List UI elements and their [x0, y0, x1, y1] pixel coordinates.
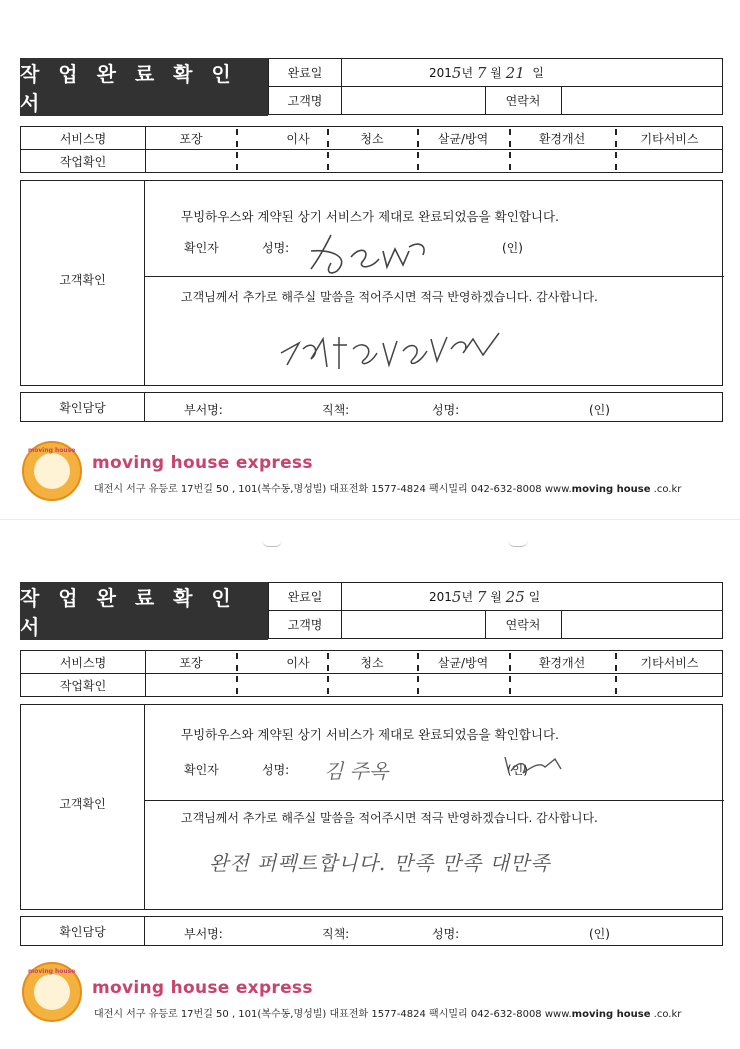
position-label: 직책:	[322, 927, 350, 941]
manager-label: 확인담당	[59, 924, 106, 939]
logo-text: moving house	[28, 447, 76, 454]
logo-text: moving house	[28, 968, 76, 975]
service-other: 기타서비스	[640, 131, 699, 146]
service-environment: 환경개선	[538, 131, 586, 146]
service-cleaning: 청소	[360, 131, 384, 146]
completion-label: 완료일	[287, 590, 323, 604]
month-hand: 7	[476, 63, 487, 82]
completion-date	[429, 583, 629, 610]
service-moving: 이사	[286, 131, 310, 146]
completion-label: 완료일	[287, 66, 323, 80]
handwritten-comment: 완전 퍼펙트합니다. 만족 만족 대만족	[209, 851, 551, 875]
footer-address: 대전시 서구 유등로 17번길 50 , 101(복수동,명성빌) 대표전화 1577-4824 팩시밀리 042-632-8008 www.moving house .co.kr	[94, 1009, 682, 1020]
manager-row	[20, 916, 723, 946]
form-title: 작 업 완 료 확 인 서	[20, 58, 268, 116]
service-packing: 포장	[179, 131, 203, 146]
signer-name: 김 주옥	[324, 759, 389, 783]
service-other: 기타서비스	[640, 655, 699, 670]
services-table	[20, 126, 723, 174]
year-unit: 년	[461, 590, 474, 604]
header-table	[268, 582, 723, 640]
signature-scribble	[499, 751, 569, 781]
form-title: 작 업 완 료 확 인 서	[20, 582, 268, 640]
customer-label: 고객명	[287, 618, 323, 632]
work-confirm-label: 작업확인	[59, 154, 107, 169]
year-hand: 5	[451, 587, 462, 606]
year-unit: 년	[461, 66, 474, 80]
seal-label: (인)	[502, 241, 523, 255]
name-label: 성명:	[262, 763, 290, 777]
brand-name: moving house express	[92, 978, 313, 998]
services-header-row	[20, 650, 723, 674]
customer-row	[268, 86, 723, 115]
month-hand: 7	[476, 587, 487, 606]
service-name-label: 서비스명	[59, 131, 107, 146]
completion-row	[268, 58, 723, 87]
dept-label: 부서명:	[184, 403, 223, 417]
contact-label: 연락처	[505, 618, 541, 632]
mgr-name-label: 성명:	[432, 927, 460, 941]
confirm-statement: 무빙하우스와 계약된 상기 서비스가 제대로 완료되었음을 확인합니다.	[181, 209, 559, 224]
confirm-statement: 무빙하우스와 계약된 상기 서비스가 제대로 완료되었음을 확인합니다.	[181, 727, 559, 742]
customer-confirm-label: 고객확인	[59, 797, 106, 811]
customer-row	[268, 610, 723, 639]
service-sterilization: 살균/방역	[437, 655, 489, 670]
comment-prompt: 고객님께서 추가로 해주실 말씀을 적어주시면 적극 반영하겠습니다. 감사합니다.	[181, 811, 598, 825]
service-sterilization: 살균/방역	[437, 131, 489, 146]
mgr-seal-label: (인)	[589, 927, 610, 941]
work-confirm-row	[20, 673, 723, 697]
customer-label: 고객명	[287, 94, 323, 108]
work-confirm-label: 작업확인	[59, 678, 107, 693]
handwritten-comment-scribble	[277, 309, 507, 379]
form-sheet-2	[0, 524, 740, 1044]
comment-prompt: 고객님께서 추가로 해주실 말씀을 적어주시면 적극 반영하겠습니다. 감사합니다.	[181, 290, 598, 304]
day-unit: 일	[532, 66, 544, 80]
customer-confirm-box	[20, 704, 723, 910]
footer-address: 대전시 서구 유등로 17번길 50 , 101(복수동,명성빌) 대표전화 1577-4824 팩시밀리 042-632-8008 www.moving house .co.kr	[94, 484, 682, 495]
moving-house-logo	[22, 962, 82, 1022]
moving-house-logo	[22, 441, 82, 501]
contact-label: 연락처	[505, 94, 541, 108]
service-name-label: 서비스명	[59, 655, 107, 670]
confirmer-label: 확인자	[184, 763, 219, 777]
month-unit: 월	[490, 590, 502, 604]
service-moving: 이사	[286, 655, 310, 670]
day-hand: 25	[505, 587, 525, 606]
seal-label: (인)	[507, 763, 528, 777]
work-confirm-row	[20, 149, 723, 173]
year-hand: 5	[451, 63, 462, 82]
day-hand: 21	[505, 63, 525, 82]
header-table	[268, 58, 723, 116]
signature-scribble	[291, 221, 441, 281]
customer-confirm-label: 고객확인	[59, 273, 106, 287]
form-sheet-1	[0, 0, 740, 520]
services-table	[20, 650, 723, 698]
confirmer-label: 확인자	[184, 241, 219, 255]
services-header-row	[20, 126, 723, 150]
service-environment: 환경개선	[538, 655, 586, 670]
year-prefix: 201	[429, 65, 452, 80]
position-label: 직책:	[322, 403, 350, 417]
month-unit: 월	[490, 66, 502, 80]
manager-label: 확인담당	[59, 400, 106, 415]
name-label: 성명:	[262, 241, 290, 255]
manager-row	[20, 392, 723, 422]
year-prefix: 201	[429, 589, 452, 604]
customer-confirm-box	[20, 180, 723, 386]
brand-name: moving house express	[92, 453, 313, 473]
service-cleaning: 청소	[360, 655, 384, 670]
dept-label: 부서명:	[184, 927, 223, 941]
service-packing: 포장	[179, 655, 203, 670]
day-unit: 일	[528, 590, 541, 604]
mgr-name-label: 성명:	[432, 403, 460, 417]
completion-date	[429, 59, 629, 86]
mgr-seal-label: (인)	[589, 403, 610, 417]
completion-row	[268, 582, 723, 611]
